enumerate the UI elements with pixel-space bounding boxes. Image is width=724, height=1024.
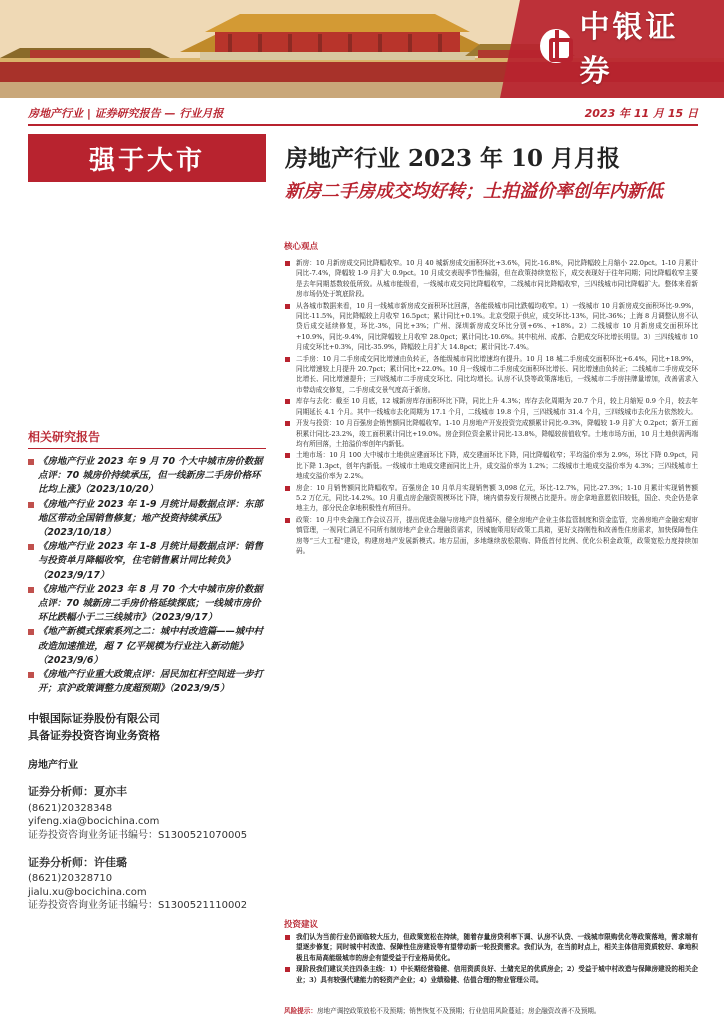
analyst-certificate: 证券投资咨询业务证书编号：S1300521070005	[28, 829, 248, 841]
risk-warning	[284, 1006, 698, 1016]
report-subheader	[28, 104, 698, 122]
related-report-link[interactable]: 《房地产行业 2023 年 1-8 月统计局数据点评：销售与投资单月降幅收窄，住宅销售累计同比转负》（2023/9/17）	[28, 540, 266, 583]
header-divider	[28, 124, 698, 126]
core-views-heading: 核心观点	[284, 242, 319, 252]
brand-logo	[540, 10, 700, 89]
analyst-phone: (8621)20328710	[28, 873, 113, 885]
core-view-item: 库存与去化：截至 10 月底，12 城新房库存面积环比下降，同比上升 4.3%；库存去化周期为 20.7 个月，较上月缩短 0.9 个月，较去年同期延长 4.1 个月。其中一线城市去化周期为 17.1 个月，二线城市 19.8 个月，三四线城市 31.4 个月，三四线城市去化压力依然较大。	[284, 396, 698, 417]
related-report-link[interactable]: 《房地产行业 2023 年 9 月 70 个大中城市房价数据点评：70 城房价持续承压，但一线新房二手房价格环比均上涨》（2023/10/20）	[28, 455, 266, 498]
analyst-name: 证券分析师：许佳璐	[28, 856, 127, 870]
core-view-item: 新房：10 月新房成交同比降幅收窄。10 月 40 城新房成交面积环比+3.6%，同比-16.8%，同比降幅较上月缩小 22.0pct。1-10 月累计同比-7.4%，降幅较 1-9 月扩大 0.9pct。10 月成交表现季节性偏弱，但在政策持续宽松下，成交表现好于往年同期；同比降幅收窄主要是去年同期基数较低所致。从城市能级看，一线城市成交同比降幅收窄，二线城市同比降幅收窄，三四线城市同比降幅扩大。整体来看新房市场仍处于筑底阶段。	[284, 258, 698, 300]
analyst-email[interactable]: yifeng.xia@bocichina.com	[28, 816, 160, 828]
core-view-item: 土地市场：10 月 100 大中城市土地供应建面环比下降，成交建面环比下降，同比降幅收窄；平均溢价率为 2.9%，环比下降 0.9pct，同比下降 1.3pct，创年内新低。一线城市土地成交建面同比上升，成交溢价率为 1.2%；二线城市土地成交溢价率为 4.3%；三四线城市土地成交溢价率为 2.2%。	[284, 450, 698, 481]
core-view-item: 开发与投资：10 月百强房企销售额同比降幅收窄。1-10 月房地产开发投资完成额累计同比-9.3%，降幅较 1-9 月扩大 0.2pct；新开工面积累计同比-23.2%，竣工面积累计同比+19.0%。房企到位资金累计同比-13.8%，降幅较前值收窄。土地市场方面，10 月土地供需两端均有所回落，土拍溢价率创年内新低。	[284, 418, 698, 449]
analyst-email[interactable]: jialu.xu@bocichina.com	[28, 886, 147, 898]
report-title: 房地产行业 2023 年 10 月月报	[285, 145, 621, 172]
report-date: 2023 年 11 月 15 日	[584, 107, 698, 120]
company-qualification: 具备证券投资咨询业务资格	[28, 729, 160, 743]
investment-advice-section	[284, 932, 698, 986]
investment-advice-item: 我们认为当前行业仍面临较大压力，但政策宽松在持续，随着存量房贷利率下调、认房不认贷、一线城市限购优化等政策落地，需求端有望逐步修复；同时城中村改造、保障性住房建设等有望带动新一轮投资需求。我们认为，在当前时点上，相关主体信用资质较好、拿地积极且布局高能级城市的房企有望受益于行业格局优化。	[284, 932, 698, 963]
investment-advice-heading: 投资建议	[284, 920, 319, 930]
related-reports-heading: 相关研究报告	[28, 428, 266, 449]
core-view-item: 二手房：10 月二手房成交同比增速由负转正，各能级城市同比增速均有提升。10 月 18 城二手房成交面积环比+6.4%，同比+18.9%，同比增速较上月提升 20.7pct；累计同比+22.0%。10 月一线城市二手房成交面积环比增长、同比增速由负转正；二线城市二手房成交环比增长、同比增速提升；三四线城市二手房成交环比、同比均增长。认房不认贷等政策落地后，一线城市二手房挂牌量增加，改善需求入市带动成交修复，二手房成交景气度高于新房。	[284, 354, 698, 396]
related-report-link[interactable]: 《房地产行业重大政策点评：居民加杠杆空间进一步打开；京沪政策调整力度超预期》（2023/9/5）	[28, 668, 266, 696]
analyst-card	[28, 785, 266, 842]
rating-badge: 强于大市	[28, 134, 266, 182]
core-view-item: 政策：10 月中央金融工作会议召开，提出促进金融与房地产良性循环，健全房地产企业主体监管制度和资金监管，完善房地产金融宏观审慎管理，一视同仁满足不同所有制房地产企业合理融资需求，因城施策用好政策工具箱，更好支持刚性和改善性住房需求，加快保障性住房等“三大工程”建设，构建房地产发展新模式。地方层面，多地继续放松限购、降低首付比例、优化公积金政策，政策宽松力度持续加码。	[284, 515, 698, 557]
core-views-section	[284, 240, 698, 557]
brand-name: 中银证券	[579, 10, 679, 89]
analyst-card	[28, 856, 266, 913]
report-category: 房地产行业 | 证券研究报告 — 行业月报	[28, 107, 224, 120]
related-report-link[interactable]: 《房地产行业 2023 年 1-9 月统计局数据点评：东部地区带动全国销售修复；地产投资持续承压》（2023/10/18）	[28, 498, 266, 541]
related-report-link[interactable]: 《房地产行业 2023 年 8 月 70 个大中城市房价数据点评：70 城新房二手房价格延续探底；一线城市房价环比跌幅小于二三线城市》（2023/9/17）	[28, 583, 266, 626]
risk-warning-label: 风险提示：	[284, 1007, 317, 1015]
analyst-name: 证券分析师：夏亦丰	[28, 785, 127, 799]
analyst-phone: (8621)20328348	[28, 802, 113, 814]
investment-advice-item: 现阶段我们建议关注四条主线：1）中长期经营稳健、信用资质良好、土储充足的优质房企；2）受益于城中村改造与保障房建设的相关企业；3）具有较强代建能力的轻资产企业；4）业绩稳健、估值合理的物业管理公司。	[284, 964, 698, 985]
analyst-certificate: 证券投资咨询业务证书编号：S1300521110002	[28, 900, 248, 912]
bank-of-china-logo-icon	[540, 29, 572, 63]
header-banner	[0, 0, 724, 98]
company-name: 中银国际证券股份有限公司	[28, 712, 160, 726]
core-view-item: 房企：10 月销售额同比降幅收窄。百强房企 10 月单月实现销售额 3,098 亿元，环比-12.7%，同比-27.3%；1-10 月累计实现销售额 5.2 万亿元，同比-14.2%。10 月重点房企融资规模环比下降，境内债券发行规模占比提升。房企拿地意愿依旧较低，国企、央企仍是拿地主力，部分民企拿地积极性有所回升。	[284, 483, 698, 514]
company-info	[28, 710, 266, 744]
related-report-link[interactable]: 《地产新模式探索系列之二：城中村改造篇——城中村改造加速推进，超 7 亿平规模为行业注入新动能》（2023/9/6）	[28, 625, 266, 668]
sidebar	[28, 428, 266, 913]
report-subtitle: 新房二手房成交均好转；土拍溢价率创年内新低	[285, 181, 663, 202]
core-view-item: 从各城市数据来看，10 月一线城市新房成交面积环比回落，各能级城市同比跌幅均收窄。1）一线城市 10 月新房成交面积环比-9.9%，同比-11.5%，同比降幅较上月收窄 16.5pct；累计同比+0.1%。北京受限于供应，成交环比-13%，同比-36%；上海 8 月调整认房不认贷后成交延续修复，环比-3%，同比+3%；广州、深圳新房成交环比分别+6%、+18%。2）二线城市 10 月新房成交面积环比+10.9%，同比-9.4%，同比降幅较上月收窄 28.0pct；累计同比-10.6%。其中杭州、成都、合肥成交环比增长明显。3）三四线城市 10 月成交环比+0.3%，同比-35.9%，降幅较上月扩大 14.8pct；累计同比-7.4%。	[284, 301, 698, 353]
industry-label: 房地产行业	[28, 760, 78, 772]
risk-warning-text: 房地产调控政策放松不及预期；销售恢复不及预期；行业信用风险蔓延；房企融资改善不及预期。	[316, 1007, 601, 1015]
